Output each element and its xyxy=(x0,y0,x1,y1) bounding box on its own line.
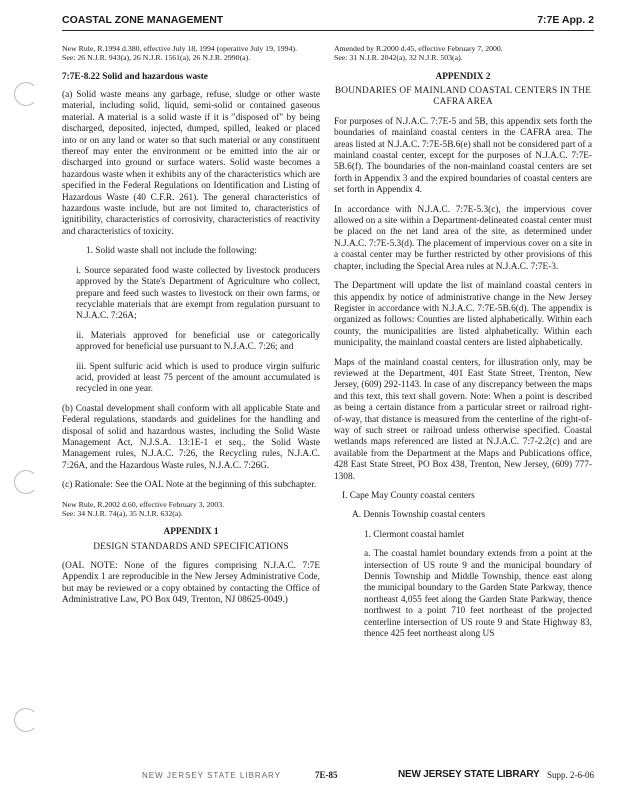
paragraph-b: (b) Coastal development shall conform with all applicable State and Federal regulations, standards and guidelines for the handling and disposal of solid and hazardous wastes, including the Solid Waste Management Act, N.J.S.A. 13:1E-1 et seq., the Solid Waste Management rules, N.J.A.C. 7:26, the Recycling rules, N.J.A.C. 7:26A, and the Hazardous Waste rules, N.J.A.C. 7:26G. xyxy=(62,403,320,471)
sub-item-i: i. Source separated food waste collected by livestock producers approved by the State's Department of Agriculture who collect, prepare and feed such wastes to livestock on their own farms, or recyclable materials that are exempt from regulation pursuant to N.J.A.C. 7:26A; xyxy=(76,265,320,322)
history-line: See: 31 N.J.R. 2042(a), 32 N.J.R. 503(a). xyxy=(334,53,463,63)
appendix-2-title: APPENDIX 2 xyxy=(435,71,491,82)
library-name: NEW JERSEY STATE LIBRARY xyxy=(398,769,540,780)
header-section: 7:7E App. 2 xyxy=(537,14,594,26)
paragraph-a: a. The coastal hamlet boundary extends from a point at the intersection of US route 9 and the municipal boundary of Dennis Township and Middle Township, thence east along the municipal boundary to the Garden State Parkway, thence northeast 4,055 feet along the Garden State Parkway, thence northwest to a point 710 feet northeast of the projected centerline intersection of US route 9 and State Highway 83, thence 425 feet northeast along US xyxy=(364,549,592,640)
list-item-I: I. Cape May County coastal centers xyxy=(342,491,475,501)
list-item-1: 1. Clermont coastal hamlet xyxy=(364,529,465,540)
page-footer xyxy=(62,770,594,784)
sub-item-iii: iii. Spent sulfuric acid which is used to produce virgin sulfuric acid, provided at least 75 percent of the amount accumulated is recycled in one year. xyxy=(76,361,320,395)
history-line: See: 34 N.J.R. 74(a), 35 N.J.R. 632(a). xyxy=(62,508,183,518)
history-line: See: 26 N.J.R. 943(a), 26 N.J.R. 1561(a), 26 N.J.R. 2990(a). xyxy=(62,53,251,63)
list-item-A: A. Dennis Township coastal centers xyxy=(352,510,486,521)
paragraph-c: (c) Rationale: See the OAL Note at the beginning of this subchapter. xyxy=(62,480,317,491)
section-heading: 7:7E-8.22 Solid and hazardous waste xyxy=(62,71,208,82)
paragraph: In accordance with N.J.A.C. 7:7E-5.3(c), the impervious cover allowed on a site within a Department-delineated coastal center must be placed on the net land area of the site, as determined under N.J.A.C. 7:7E-5.3(d). The placement of impervious cover on a site in a coastal center may be further restricted by other provisions of this chapter, including the Special Area rules at N.J.A.C. 7:7E-3. xyxy=(334,204,592,272)
appendix-1-subtitle: DESIGN STANDARDS AND SPECIFICATIONS xyxy=(93,541,289,552)
appendix-2-subtitle: BOUNDARIES OF MAINLAND COASTAL CENTERS IN THE CAFRA AREA xyxy=(334,86,592,108)
appendix-1-note: (OAL NOTE: None of the figures comprising N.J.A.C. 7:7E Appendix 1 are reproducible in the New Jersey Administrative Code, but may be reviewed or a copy obtained by contacting the Office of Administrative Law, PO Box 049, Trenton, NJ 08625-0049.) xyxy=(62,561,320,606)
supplement-date: Supp. 2-6-06 xyxy=(547,770,594,780)
paragraph: For purposes of N.J.A.C. 7:7E-5 and 5B, this appendix sets forth the boundaries of mainland coastal centers in the CAFRA area. The areas listed at N.J.A.C. 7:7E-5B.6(e) shall not be considered part of a mainland coastal center, except for the purposes of N.J.A.C. 7:7E-5B.6(f). The boundaries of the non-mainland coastal centers are set forth in Appendix 3 and the expired boundaries of coastal centers are set forth in Appendix 4. xyxy=(334,116,592,196)
history-note xyxy=(62,44,320,63)
history-line: New Rule, R.2002 d.60, effective February 3, 2003. xyxy=(62,499,225,509)
appendix-1-title: APPENDIX 1 xyxy=(163,527,219,538)
library-stamp: NEW JERSEY STATE LIBRARY xyxy=(142,771,281,780)
history-line: New Rule, R.1994 d.380, effective July 18, 1994 (operative July 19, 1994). xyxy=(62,44,298,53)
punch-hole-mark xyxy=(14,82,38,106)
history-line: Amended by R.2000 d.45, effective February 7, 2000. xyxy=(334,44,503,53)
punch-hole-mark xyxy=(14,708,38,732)
page-number: 7E-85 xyxy=(315,770,338,780)
punch-hole-mark xyxy=(14,470,38,494)
sub-item-ii: ii. Materials approved for beneficial use or categorically approved for beneficial use pursuant to N.J.A.C. 7:26; and xyxy=(76,330,320,353)
paragraph-a: (a) Solid waste means any garbage, refuse, sludge or other waste material, including solid, liquid, semi-solid or contained gaseous material. A material is a solid waste if it is "disposed of" by being discharged, deposited, injected, dumped, spilled, leaked or placed into or on any land or water so that such material or any constituent thereof may enter the environment or be emitted into the air or discharged into ground or surface waters. Solid waste becomes a hazardous waste when it exhibits any of the characteristics which are specified in the Federal Regulations on Identification and Listing of Hazardous Waste (40 C.F.R. 261). The general characteristics of hazardous waste include, but are not limited to, characteristics of ignitibility, characteristics of corrosivity, characteristics of reactivity and characteristics of toxicity. xyxy=(62,90,320,237)
history-note xyxy=(62,500,320,519)
history-note xyxy=(334,44,592,63)
paragraph: The Department will update the list of mainland coastal centers in this appendix by notice of administrative change in the New Jersey Register in accordance with N.J.A.C. 7:7E-5B.6(d). The appendix is organized as follows: Counties are listed alphabetically. Within each county, the municipalities are listed alphabetically. Within each municipality, the mainland coastal centers are listed alphabetically. xyxy=(334,281,592,349)
header-title: COASTAL ZONE MANAGEMENT xyxy=(62,14,224,26)
left-column xyxy=(62,44,320,615)
right-column xyxy=(334,44,592,648)
paragraph: Maps of the mainland coastal centers, for illustration only, may be reviewed at the Department, 401 East State Street, Trenton, New Jersey, (609) 292-1143. In case of any discrepancy between the maps and this text, this text shall govern. Note: When a point is described as being a certain distance from a particular street or railroad right-of-way, that distance is measured from the centerline of the right-of-way of such street or railroad unless otherwise specified. Coastal wetlands maps referenced are listed at N.J.A.C. 7:7-2.2(c) and are available from the Department at the Maps and Publications office, 428 East State Street, PO Box 438, Trenton, New Jersey, (609) 777-1308. xyxy=(334,357,592,482)
list-item-1: 1. Solid waste shall not include the following: xyxy=(86,246,257,257)
running-header xyxy=(62,12,594,31)
